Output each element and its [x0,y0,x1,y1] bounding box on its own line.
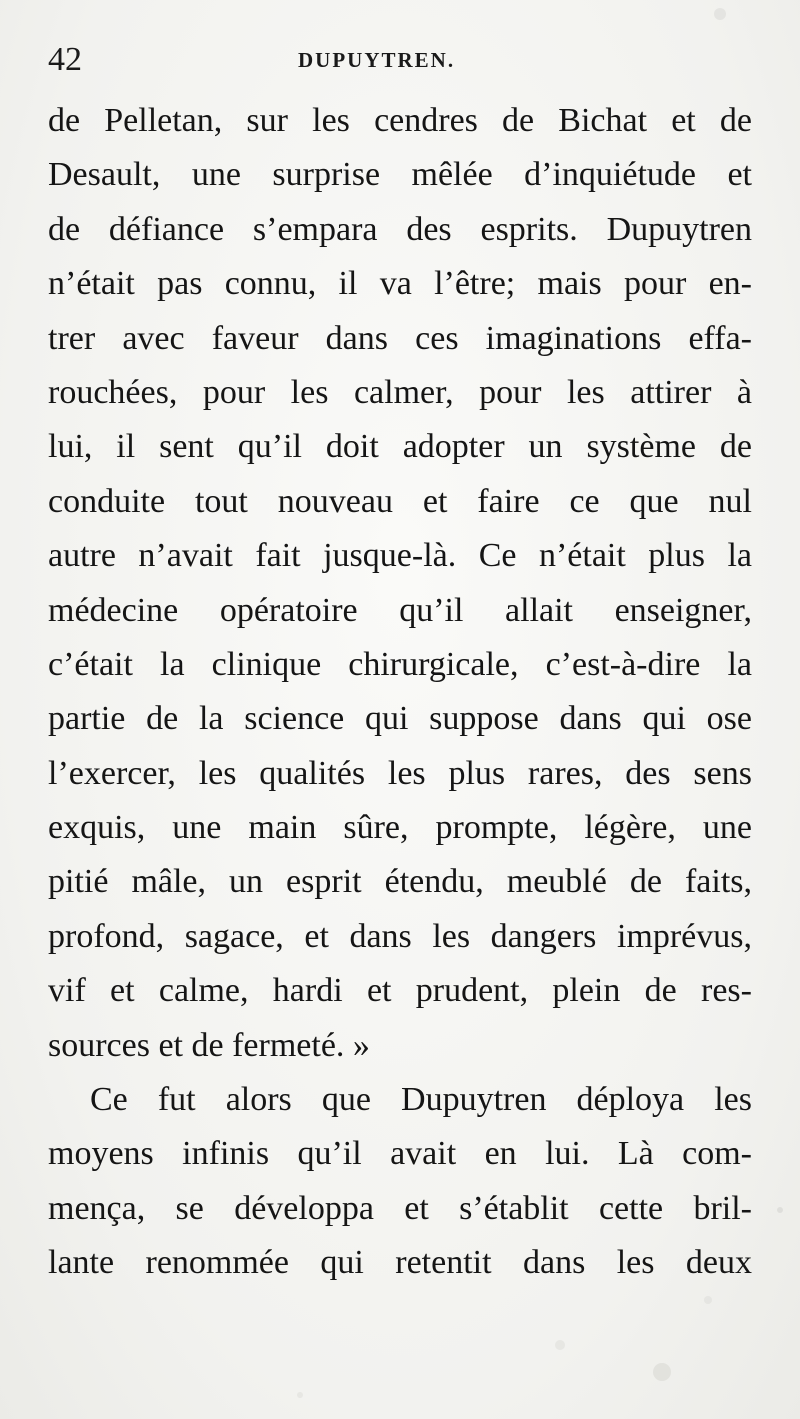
text-line: conduite tout nouveau et faire ce que nul [48,482,752,520]
text-line: Ce fut alors que Dupuytren déploya les [90,1081,752,1119]
text-line: lui, il sent qu’il doit adopter un système de [48,428,752,466]
body-text [48,94,752,1291]
text-line: partie de la science qui suppose dans qui ose [48,700,752,738]
text-line: trer avec faveur dans ces imaginations effa- [48,319,752,357]
text-line: moyens infinis qu’il avait en lui. Là com- [48,1135,752,1173]
text-line: rouchées, pour les calmer, pour les attirer à [48,373,752,411]
text-line: autre n’avait fait jusque-là. Ce n’était plus la [48,537,752,575]
text-line: médecine opératoire qu’il allait enseigner, [48,591,752,629]
page-header [48,40,758,80]
text-line: mença, se développa et s’établit cette bril- [48,1189,752,1227]
text-line: l’exercer, les qualités les plus rares, des sens [48,754,752,792]
text-line: de Pelletan, sur les cendres de Bichat et de [48,102,752,139]
text-line: vif et calme, hardi et prudent, plein de res- [48,972,752,1010]
text-line: lante renommée qui retentit dans les deux [48,1244,752,1282]
running-head: DUPUYTREN. [298,48,456,72]
text-line: profond, sagace, et dans les dangers imprévus, [48,917,752,955]
text-line: sources et de fermeté. » [48,1026,370,1064]
text-line: de défiance s’empara des esprits. Dupuytren [48,210,752,248]
text-line: pitié mâle, un esprit étendu, meublé de faits, [48,863,752,901]
text-line: c’était la clinique chirurgicale, c’est-à-dire la [48,645,752,683]
page-number: 42 [48,41,82,78]
text-line: Desault, une surprise mêlée d’inquiétude et [48,156,752,194]
text-line: n’était pas connu, il va l’être; mais pour en- [48,265,752,303]
text-line: exquis, une main sûre, prompte, légère, une [48,809,752,847]
